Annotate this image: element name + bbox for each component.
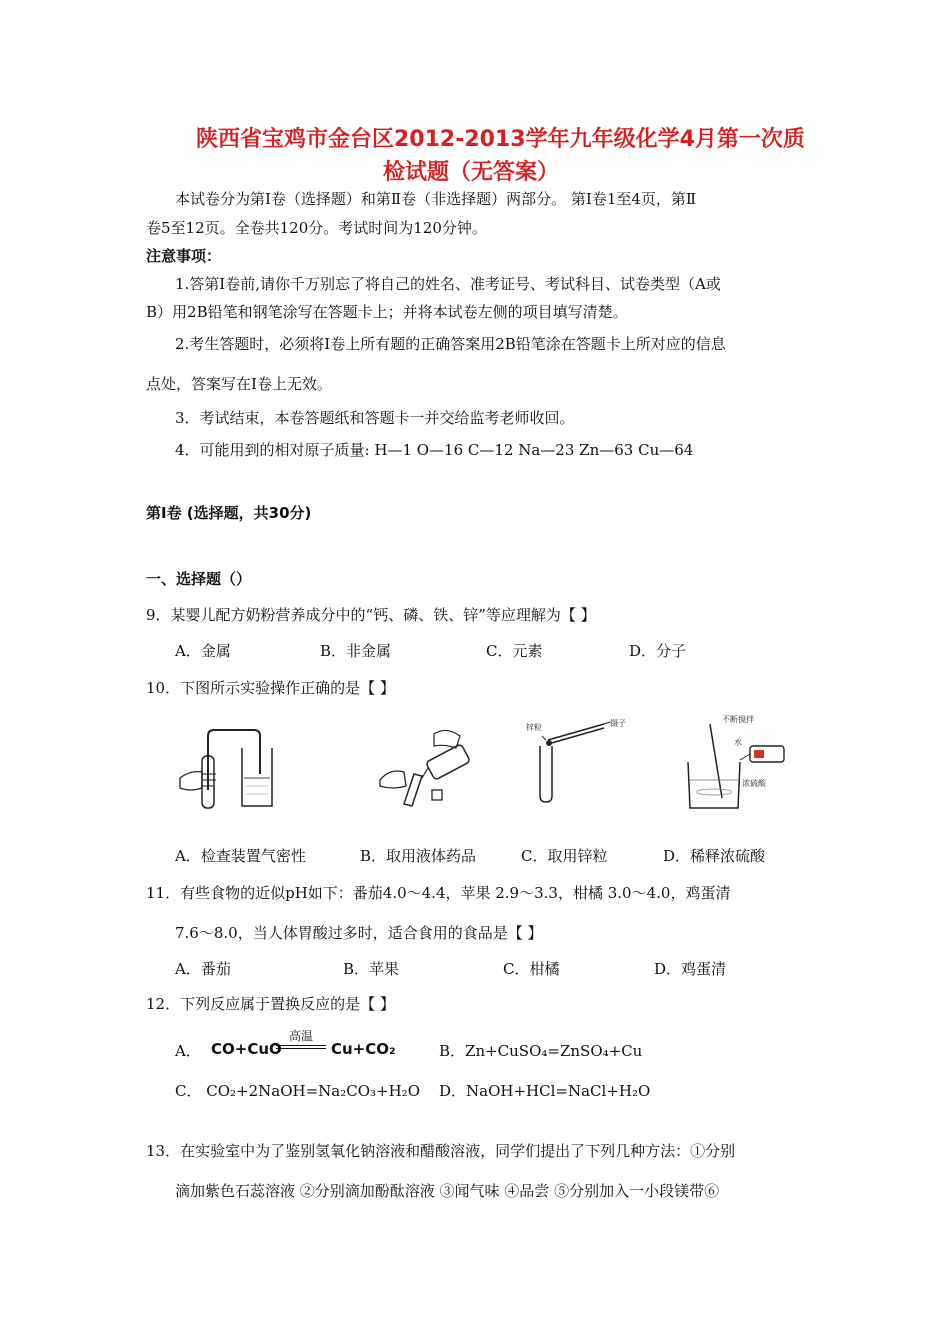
q10-option-d: D．稀释浓硫酸 [663,847,766,865]
title-line-1: 陕西省宝鸡市金台区2012-2013学年九年级化学4月第一次质 [196,127,805,152]
q12-option-a-reactants: CO+CuO [211,1040,282,1058]
q11-option-a: A．番茄 [175,960,231,978]
q10-option-b: B．取用液体药品 [360,847,477,865]
q11-option-c: C．柑橘 [503,960,560,978]
q10-option-c: C．取用锌粒 [521,847,608,865]
q12-option-b: B．Zn+CuSO₄=ZnSO₄+Cu [439,1042,643,1060]
q12-option-a-products: Cu+CO₂ [331,1040,396,1058]
figure-airtightness-check [172,726,282,812]
fig-label-tweezers: 镊子 [610,719,626,728]
intro-line-1: 本试卷分为第Ⅰ卷（选择题）和第Ⅱ卷（非选择题）两部分。 第Ⅰ卷1至4页，第Ⅱ [175,190,697,208]
title-line-2: 检试题（无答案） [383,160,560,185]
fig-label-zinc: 锌粒 [526,723,542,732]
note-2-line-1: 2.考生答题时，必须将Ⅰ卷上所有题的正确答案用2B铅笔涂在答题卡上所对应的信息 [175,335,726,353]
note-3: 3．考试结束，本卷答题纸和答题卡一并交给监考老师收回。 [175,409,575,427]
q9-option-c: C．元素 [486,642,543,660]
note-2-line-2: 点处，答案写在Ⅰ卷上无效。 [146,375,332,393]
q12-option-a-condition: 高温 [288,1029,313,1043]
fig-label-stir: 不断搅拌 [722,715,754,724]
q13-line-1: 13．在实验室中为了鉴别氢氧化钠溶液和醋酸溶液，同学们提出了下列几种方法：①分别 [146,1142,736,1160]
q11-option-d: D．鸡蛋清 [654,960,727,978]
figure-take-zinc [516,706,656,810]
fig-label-acid: 浓硫酸 [742,779,766,788]
q9-option-d: D．分子 [629,642,687,660]
note-1-line-2: B）用2B铅笔和钢笔涂写在答题卡上；并将本试卷左侧的项目填写清楚。 [146,303,628,321]
q11-line-2: 7.6～8.0，当人体胃酸过多时，适合食用的食品是【 】 [175,924,543,942]
note-1-line-1: 1.答第Ⅰ卷前,请你千万别忘了将自己的姓名、准考证号、考试科目、试卷类型（A或 [175,275,721,293]
notes-heading: 注意事项： [146,247,222,265]
section-1-heading: 第Ⅰ卷 (选择题，共30分) [146,504,312,522]
q12-option-a-label: A． [175,1042,201,1060]
q11-option-b: B．苹果 [343,960,400,978]
intro-line-2: 卷5至12页。全卷共120分。考试时间为120分钟。 [146,219,487,237]
fig-label-water: 水 [734,738,742,747]
note-4: 4．可能用到的相对原子质量: H—1 O—16 C—12 Na—23 Zn—63 Cu—64 [175,441,694,459]
figure-dilute-acid [678,712,798,816]
q12-option-d: D．NaOH+HCl=NaCl+H₂O [439,1082,651,1100]
q10-stem: 10．下图所示实验操作正确的是【 】 [146,679,395,697]
q13-line-2: 滴加紫色石蕊溶液 ②分别滴加酚酞溶液 ③闻气味 ④品尝 ⑤分别加入一小段镁带⑥ [175,1182,720,1200]
q9-option-b: B．非金属 [320,642,392,660]
q12-stem: 12．下列反应属于置换反应的是【 】 [146,995,395,1013]
q11-line-1: 11．有些食物的近似pH如下：番茄4.0～4.4，苹果 2.9～3.3，柑橘 3.0～4.0，鸡蛋清 [146,884,731,902]
q9-stem: 9．某婴儿配方奶粉营养成分中的“钙、磷、铁、锌”等应理解为【 】 [146,606,596,624]
q10-option-a: A．检查装置气密性 [175,847,306,865]
q12-option-c: C． CO₂+2NaOH=Na₂CO₃+H₂O [175,1082,420,1100]
figure-pour-liquid [372,724,482,814]
part-1-heading: 一、选择题（） [146,570,252,588]
q9-option-a: A．金属 [175,642,231,660]
q12-option-a-equals [276,1045,326,1049]
